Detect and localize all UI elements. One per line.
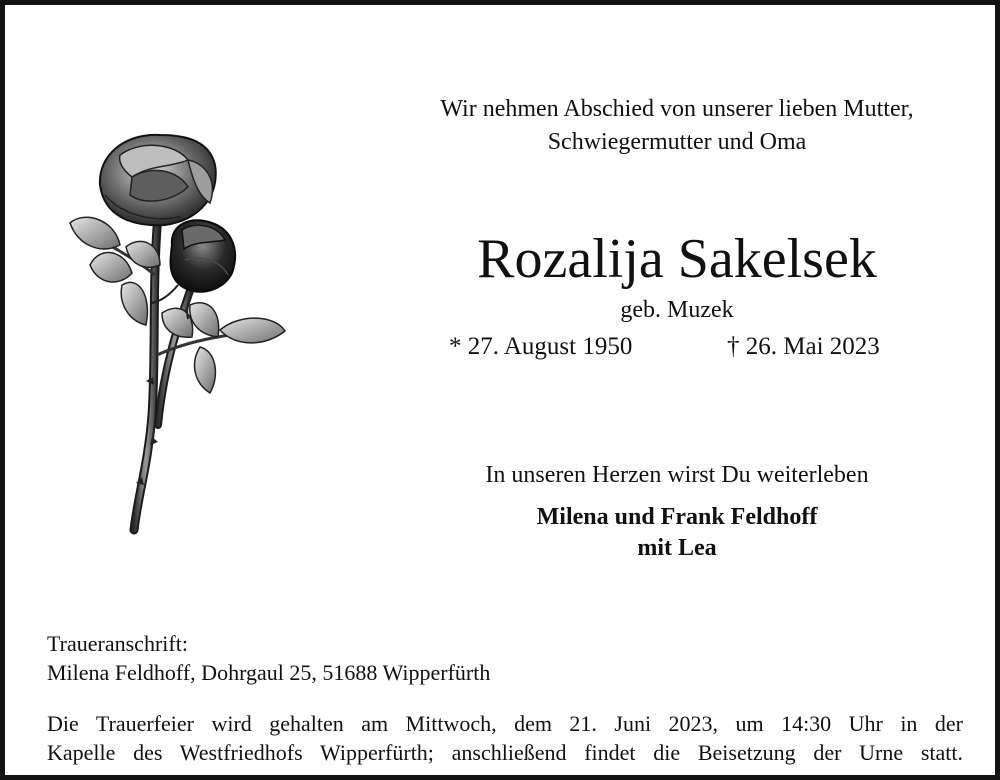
condolence-address xyxy=(47,629,490,687)
mourners-line-2: mit Lea xyxy=(637,535,717,561)
mourners-line-1: Milena und Frank Feldhoff xyxy=(536,504,818,530)
farewell-intro xyxy=(377,93,977,159)
death-date: † 26. Mai 2023 xyxy=(727,333,880,360)
birth-date: * 27. August 1950 xyxy=(449,333,633,360)
intro-line-1: Wir nehmen Abschied von unserer lieben Mutter, xyxy=(440,96,914,122)
mourners xyxy=(377,502,977,564)
ceremony-details xyxy=(47,709,963,767)
ceremony-line-2: Kapelle des Westfriedhofs Wipperfürth; anschließend findet die Beisetzung der Urne statt. xyxy=(47,740,963,765)
address-label: Traueranschrift: xyxy=(47,631,188,656)
rose-illustration-icon xyxy=(60,125,295,545)
memorial-motto: In unseren Herzen wirst Du weiterleben xyxy=(485,462,869,488)
address-value: Milena Feldhoff, Dohrgaul 25, 51688 Wipperfürth xyxy=(47,660,491,685)
intro-line-2: Schwiegermutter und Oma xyxy=(547,129,807,155)
maiden-name: geb. Muzek xyxy=(620,297,734,323)
deceased-name: Rozalija Sakelsek xyxy=(477,228,877,290)
ceremony-line-1: Die Trauerfeier wird gehalten am Mittwoch, dem 21. Juni 2023, um 14:30 Uhr in der xyxy=(47,711,963,736)
